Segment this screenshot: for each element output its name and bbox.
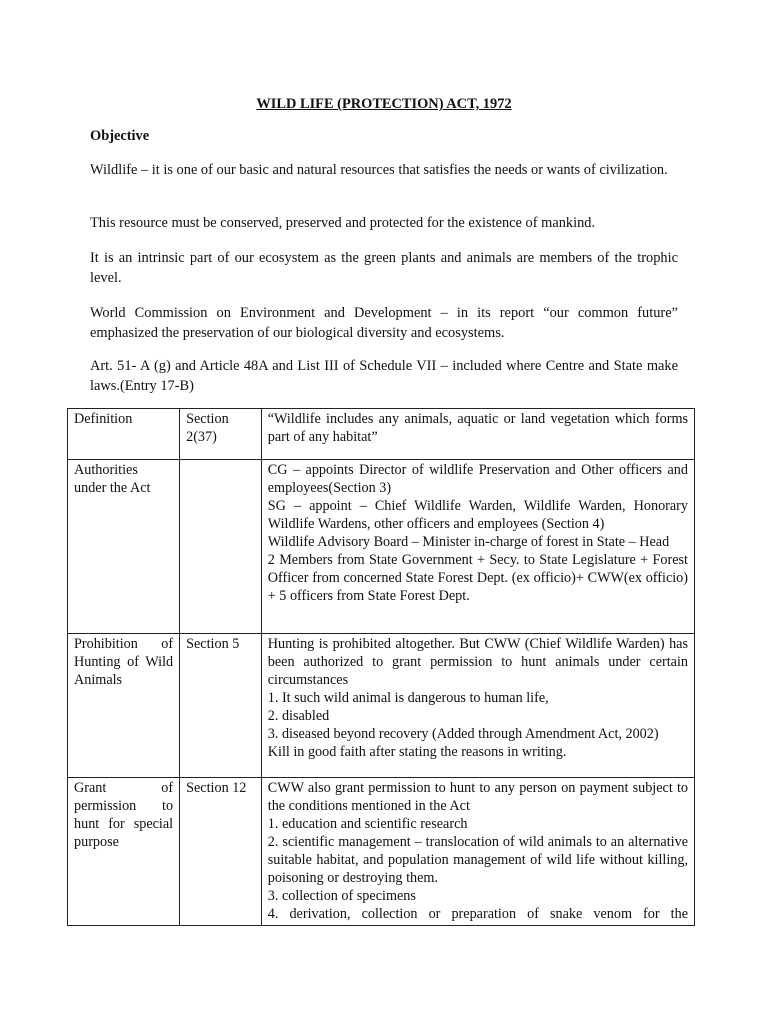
document-title: WILD LIFE (PROTECTION) ACT, 1972	[256, 96, 512, 112]
description-line: 1. education and scientific research	[267, 816, 468, 832]
description-cell	[261, 778, 694, 926]
description-line: 3. collection of specimens	[267, 888, 416, 904]
provisions-table	[67, 408, 695, 926]
description-line: SG – appoint – Chief Wildlife Warden, Wildlife Warden, Honorary Wildlife Wardens, other officers and employees (Section 4)	[267, 498, 688, 532]
term-cell: Authorities under the Act	[68, 460, 180, 634]
term-cell: Prohibition of Hunting of Wild Animals	[68, 634, 180, 778]
section-cell: Section 5	[180, 634, 262, 778]
section-cell: Section 12	[180, 778, 262, 926]
paragraph: It is an intrinsic part of our ecosystem as the green plants and animals are members of the trophic level.	[90, 250, 678, 286]
description-line: Wildlife Advisory Board – Minister in-charge of forest in State – Head	[267, 534, 670, 550]
description-line: CWW also grant permission to hunt to any person on payment subject to the conditions mentioned in the Act	[267, 780, 688, 814]
table-row	[68, 778, 695, 926]
description-cell	[261, 460, 694, 634]
description-line: Hunting is prohibited altogether. But CWW (Chief Wildlife Warden) has been authorized to grant permission to hunt animals under certain circumstances	[267, 636, 688, 688]
description-line: 1. It such wild animal is dangerous to human life,	[267, 690, 549, 706]
term-cell: Definition	[68, 409, 180, 460]
description-line: 2. scientific management – translocation of wild animals to an alternative suitable habitat, and population management of wild life without killing, poisoning or destroying them.	[267, 834, 688, 886]
section-heading: Objective	[90, 128, 150, 144]
description-line: 2 Members from State Government + Secy. to State Legislature + Forest Officer from concerned State Forest Dept. (ex officio)+ CWW(ex officio) + 5 officers from State Forest Dept.	[267, 552, 688, 604]
description-cell	[261, 634, 694, 778]
section-cell	[180, 460, 262, 634]
paragraph: This resource must be conserved, preserved and protected for the existence of mankind.	[90, 215, 596, 231]
table-row	[68, 634, 695, 778]
paragraph: Art. 51- A (g) and Article 48A and List III of Schedule VII – included where Centre and State make laws.(Entry 17-B)	[90, 358, 678, 394]
paragraph: World Commission on Environment and Development – in its report “our common future” emphasized the preservation of our biological diversity and ecosystems.	[90, 305, 678, 341]
section-cell: Section 2(37)	[180, 409, 262, 460]
table-row	[68, 460, 695, 634]
table-row	[68, 409, 695, 460]
description-line: 3. diseased beyond recovery (Added through Amendment Act, 2002)	[267, 726, 659, 742]
description-line: 4. derivation, collection or preparation of snake venom for the	[267, 906, 688, 922]
description-line: CG – appoints Director of wildlife Preservation and Other officers and employees(Section 3)	[267, 462, 688, 496]
description-cell	[261, 409, 694, 460]
paragraph: Wildlife – it is one of our basic and natural resources that satisfies the needs or wants of civilization.	[90, 162, 668, 178]
term-cell: Grant of permission to hunt for special purpose	[68, 778, 180, 926]
description-line: 2. disabled	[267, 708, 330, 724]
description-line: Kill in good faith after stating the reasons in writing.	[267, 744, 567, 760]
description-line: “Wildlife includes any animals, aquatic or land vegetation which forms part of any habitat”	[267, 411, 688, 445]
